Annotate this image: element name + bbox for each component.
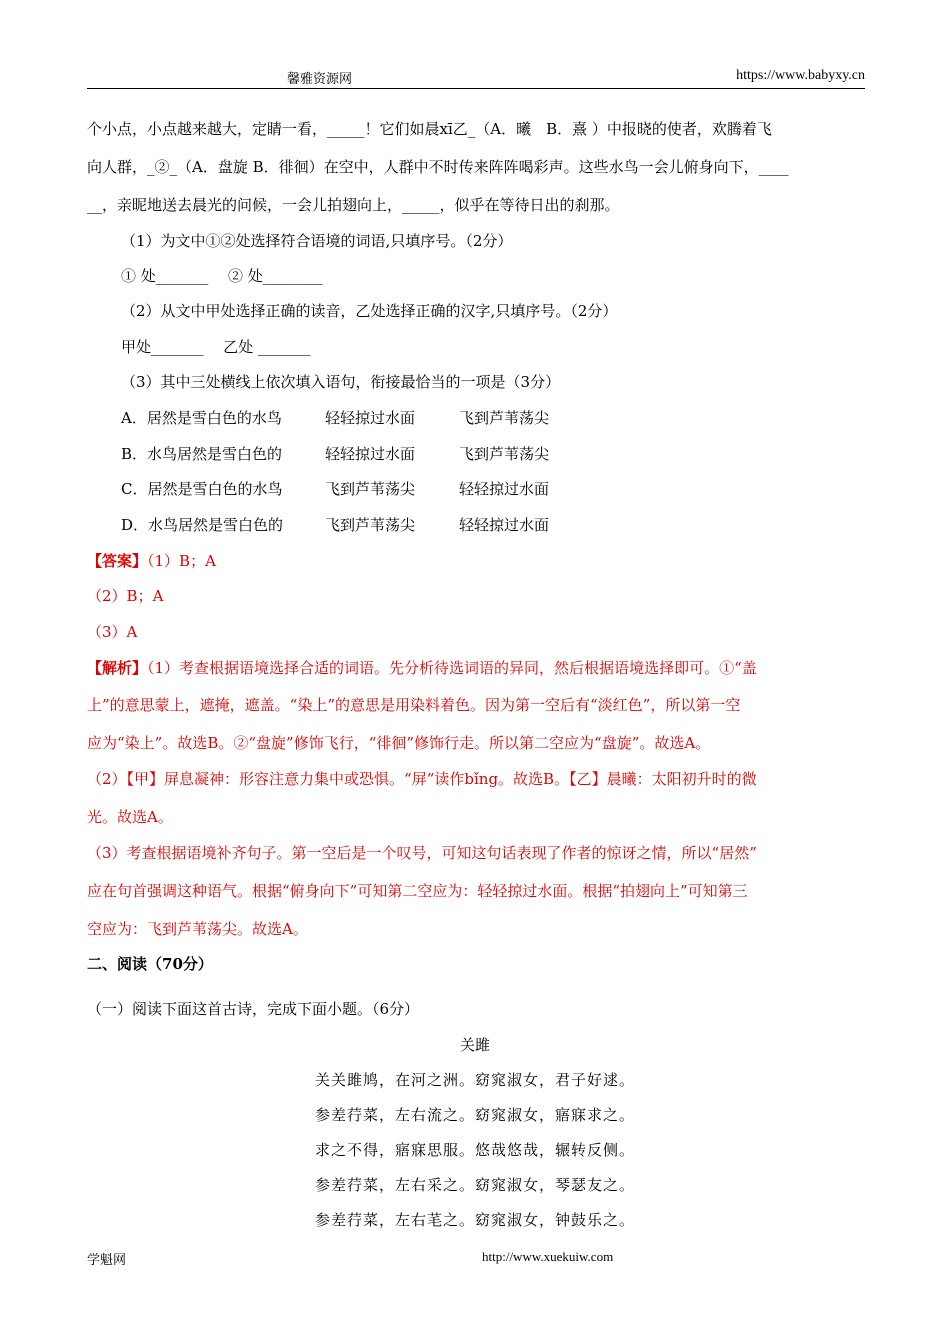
option-d <box>121 514 911 535</box>
header-url-link[interactable]: https://www.babyxy.cn <box>736 68 865 83</box>
analysis-line: 上”的意思蒙上，遮掩，遮盖。“染上”的意思是用染料着色。因为第一空后有“淡红色”，所以第一空 <box>87 696 741 714</box>
option-label: C．居然是雪白色的水鸟 <box>121 480 283 498</box>
footer-site-name: 学魁网 <box>87 1252 127 1267</box>
analysis-line: 应为“染上”。故选B。②“盘旋”修饰飞行，“徘徊”修饰行走。所以第二空应为“盘旋”。故选A。 <box>87 734 711 752</box>
poem-line: 参差荇菜，左右流之。窈窕淑女，寤寐求之。 <box>314 1106 635 1124</box>
answer-tag: 【答案】 <box>87 552 148 570</box>
question-1: （1）为文中①②处选择符合语境的词语,只填序号。（2分） <box>121 232 513 250</box>
option-part: 轻轻掠过水面 <box>459 516 550 534</box>
footer-url-link[interactable]: http://www.xuekuiw.com <box>482 1249 614 1264</box>
option-part: 轻轻掠过水面 <box>325 409 416 427</box>
option-part: 飞到芦苇荡尖 <box>459 445 550 463</box>
question-2: （2）从文中甲处选择正确的读音，乙处选择正确的汉字,只填序号。（2分） <box>121 302 618 320</box>
passage-line: 向人群，_②_（A．盘旋 B．徘徊）在空中，人群中不时传来阵阵喝彩声。这些水鸟一会儿俯身向下，____ <box>87 158 789 176</box>
poem-line: 参差荇菜，左右芼之。窈窕淑女，钟鼓乐之。 <box>314 1211 635 1229</box>
question-1-blanks: ① 处_______ ② 处________ <box>121 267 323 285</box>
poem-line: 关关雎鸠，在河之洲。窈窕淑女，君子好逑。 <box>314 1071 635 1089</box>
option-label: A．居然是雪白色的水鸟 <box>121 409 282 427</box>
poem-line: 求之不得，寤寐思服。悠哉悠哉，辗转反侧。 <box>314 1141 635 1159</box>
poem-line: 参差荇菜，左右采之。窈窕淑女，琴瑟友之。 <box>314 1176 635 1194</box>
option-c <box>121 478 911 499</box>
question-3: （3）其中三处横线上依次填入语句，衔接最恰当的一项是（3分） <box>121 373 561 391</box>
answer-line <box>87 550 877 571</box>
option-a <box>121 407 911 428</box>
header-site-name: 馨雅资源网 <box>287 72 353 87</box>
analysis-line: 空应为：飞到芦苇荡尖。故选A。 <box>87 920 308 938</box>
passage-line: 个小点，小点越来越大，定睛一看，_____！它们如晨xī乙_（A．曦 B．熹 ）中报晓的使者，欢腾着飞 <box>87 120 772 138</box>
passage-line: __，亲昵地送去晨光的问候，一会儿拍翅向上，_____，似乎在等待日出的刹那。 <box>87 196 620 214</box>
answer-2: （2）B；A <box>87 587 164 605</box>
option-part: 轻轻掠过水面 <box>325 445 416 463</box>
analysis-line: （2）【甲】屏息凝神：形容注意力集中或恐惧。“屏”读作bǐng。故选B。【乙】晨曦：太阳初升时的微 <box>87 770 757 788</box>
analysis-line <box>87 657 877 678</box>
analysis-line: 应在句首强调这种语气。根据“俯身向下”可知第二空应为：轻轻掠过水面。根据“拍翅向上”可知第三 <box>87 882 748 900</box>
analysis-tag: 【解析】 <box>87 659 148 677</box>
option-part: 飞到芦苇荡尖 <box>325 480 416 498</box>
option-label: D．水鸟居然是雪白色的 <box>121 516 284 534</box>
poem-title: 关雎 <box>459 1036 490 1054</box>
question-2-blanks: 甲处_______ 乙处 _______ <box>121 338 311 356</box>
option-part: 飞到芦苇荡尖 <box>325 516 416 534</box>
option-label: B．水鸟居然是雪白色的 <box>121 445 283 463</box>
part-heading: （一）阅读下面这首古诗，完成下面小题。（6分） <box>87 1000 420 1018</box>
page-header <box>87 66 865 89</box>
answer-3: （3）A <box>87 623 138 641</box>
analysis-line: 光。故选A。 <box>87 808 173 826</box>
option-part: 飞到芦苇荡尖 <box>459 409 550 427</box>
option-part: 轻轻掠过水面 <box>459 480 550 498</box>
analysis-text: （1）考查根据语境选择合适的词语。先分析待选词语的异同，然后根据语境选择即可。①“盖 <box>147 659 757 677</box>
option-b <box>121 443 911 464</box>
analysis-line: （3）考查根据语境补齐句子。第一空后是一个叹号，可知这句话表现了作者的惊讶之情，所以“居然” <box>87 844 757 862</box>
answer-1: （1）B；A <box>147 552 216 570</box>
section-heading: 二、阅读（70分） <box>87 955 213 973</box>
